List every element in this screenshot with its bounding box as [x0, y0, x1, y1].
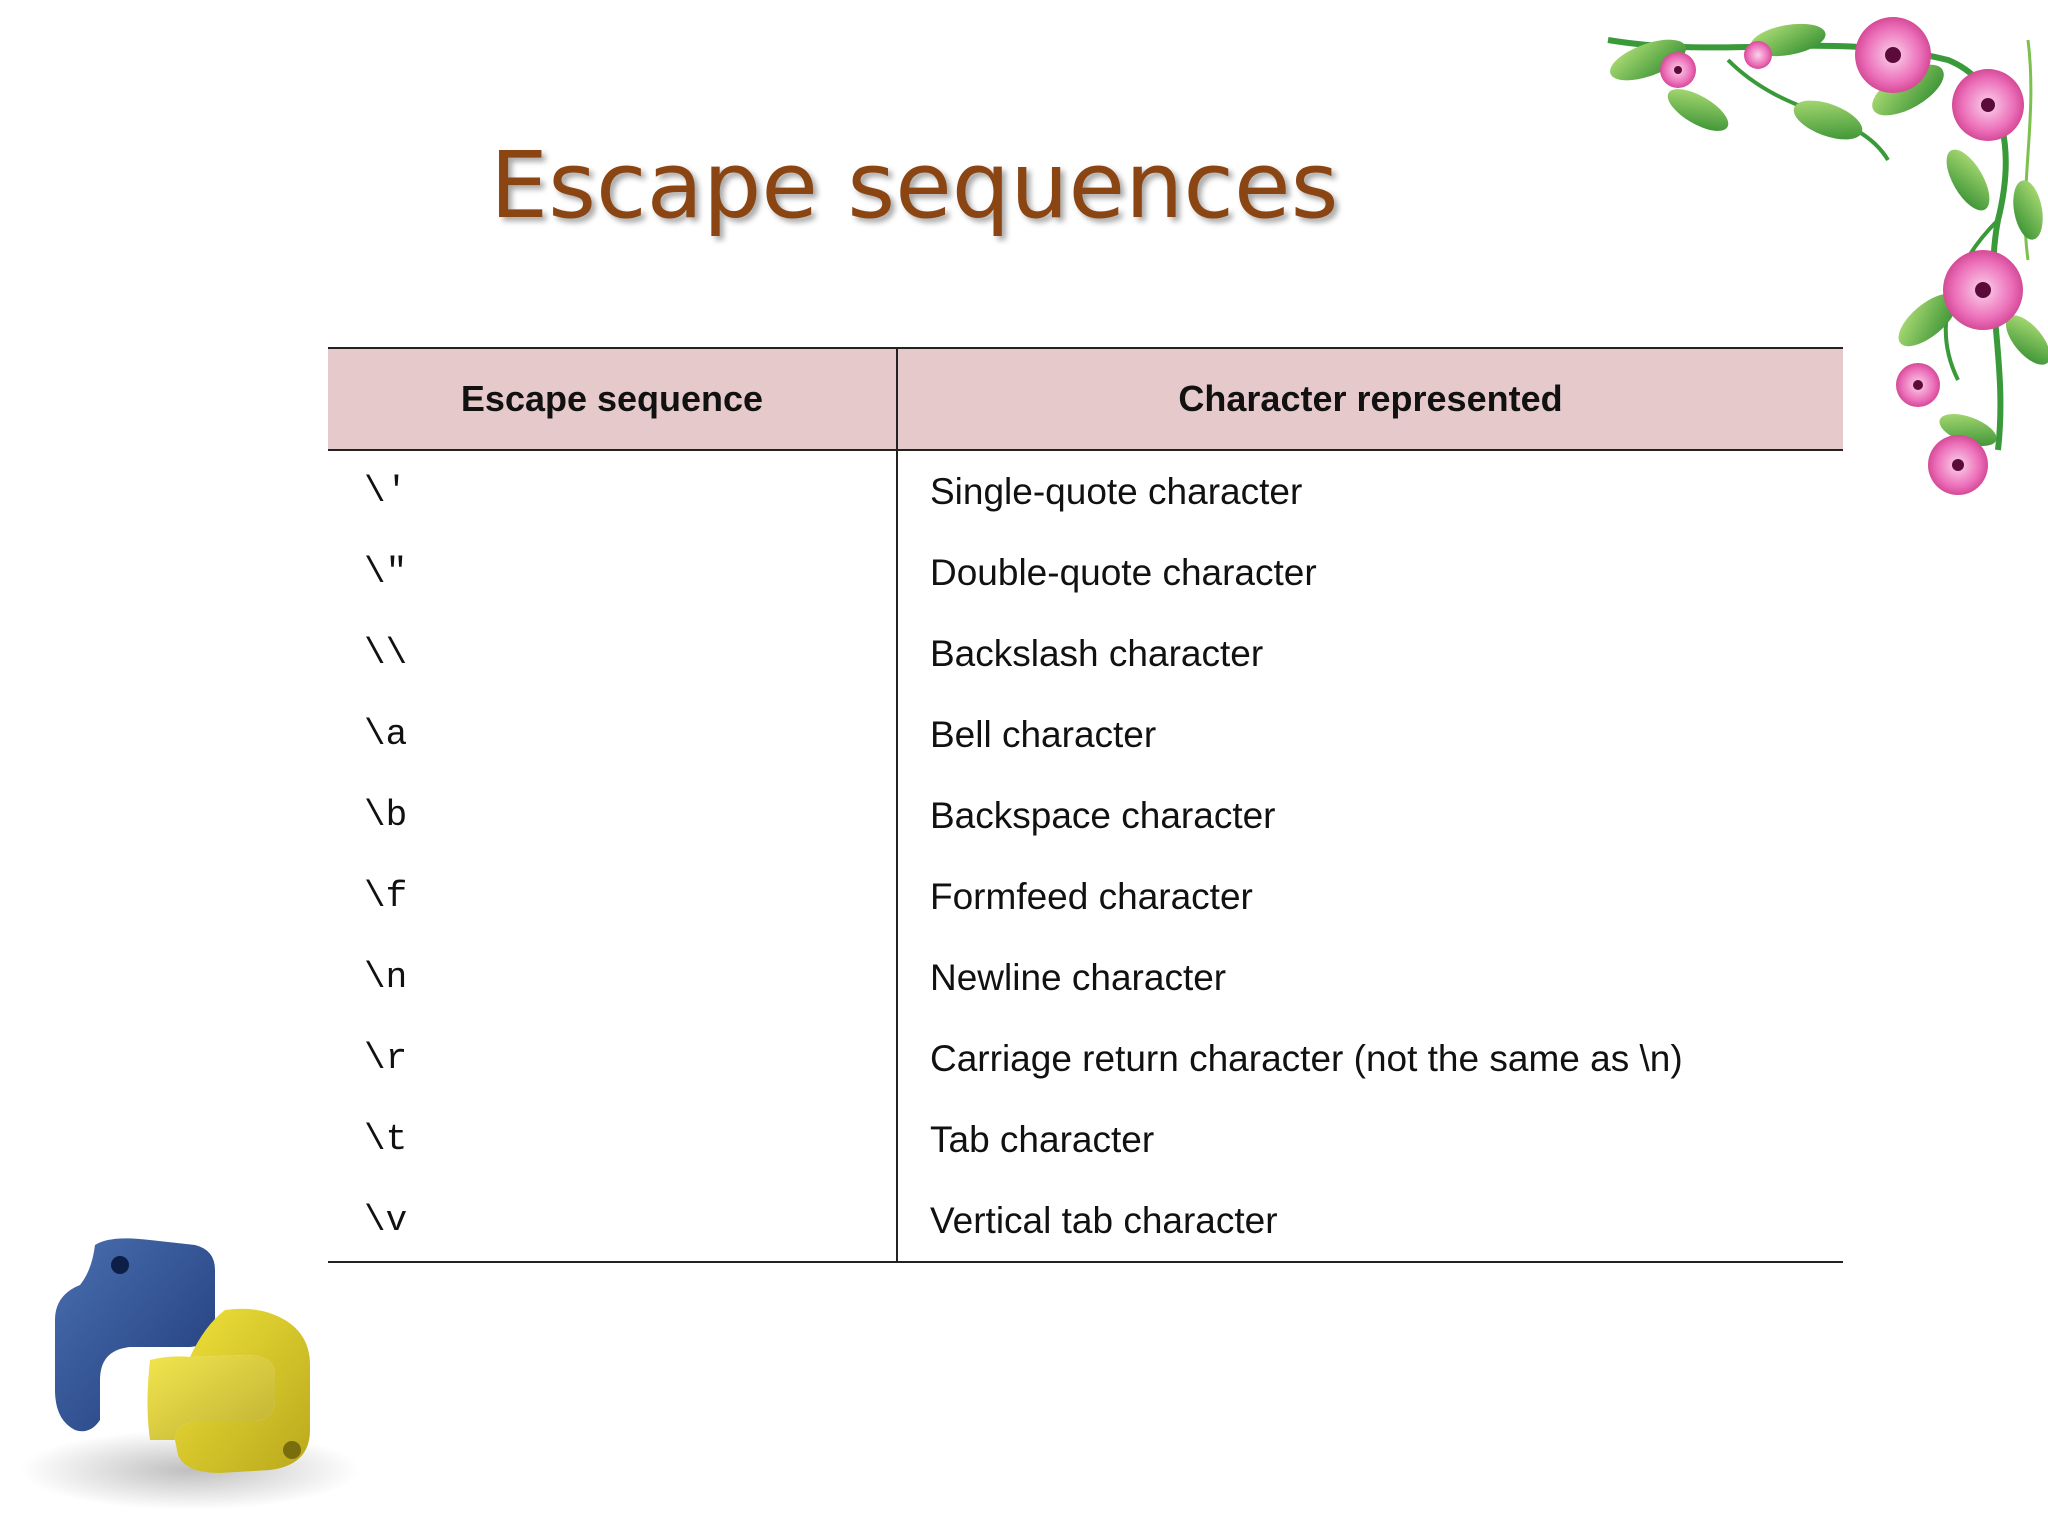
description-cell: Backspace character: [930, 794, 1276, 836]
description-cell: Bell character: [930, 713, 1157, 755]
table-row: [328, 856, 1843, 937]
escape-cell: \a: [328, 694, 897, 775]
table-row: [328, 613, 1843, 694]
escape-cell: \v: [328, 1180, 897, 1262]
table-row: [328, 450, 1843, 532]
column-header-character: Character represented: [897, 348, 1843, 450]
escape-cell: \f: [328, 856, 897, 937]
python-logo: [0, 1215, 360, 1515]
description-cell: Double-quote character: [930, 551, 1317, 593]
description-cell: Newline character: [930, 956, 1227, 998]
table-row: [328, 1180, 1843, 1262]
table-row: [328, 694, 1843, 775]
table-row: [328, 1018, 1843, 1099]
table-row: [328, 532, 1843, 613]
column-header-escape: Escape sequence: [328, 348, 897, 450]
description-cell: Backslash character: [930, 632, 1264, 674]
description-cell: Vertical tab character: [897, 1180, 1843, 1262]
escape-cell: \\: [328, 613, 897, 694]
escape-cell: \b: [328, 775, 897, 856]
escape-sequence-table: [328, 347, 1843, 1263]
escape-cell: \n: [328, 937, 897, 1018]
table-row: [328, 775, 1843, 856]
table-row: [328, 1099, 1843, 1180]
escape-cell: \': [328, 450, 897, 532]
description-cell: Single-quote character: [930, 470, 1303, 512]
description-cell: Formfeed character: [930, 875, 1253, 917]
table-header-row: [328, 348, 1843, 450]
escape-cell: \t: [328, 1099, 897, 1180]
escape-cell: \": [328, 532, 897, 613]
description-cell: Carriage return character (not the same as \n): [930, 1037, 1683, 1079]
slide-title: Escape sequences: [490, 132, 1339, 239]
table-row: [328, 937, 1843, 1018]
escape-cell: \r: [328, 1018, 897, 1099]
description-cell: Tab character: [930, 1118, 1155, 1160]
